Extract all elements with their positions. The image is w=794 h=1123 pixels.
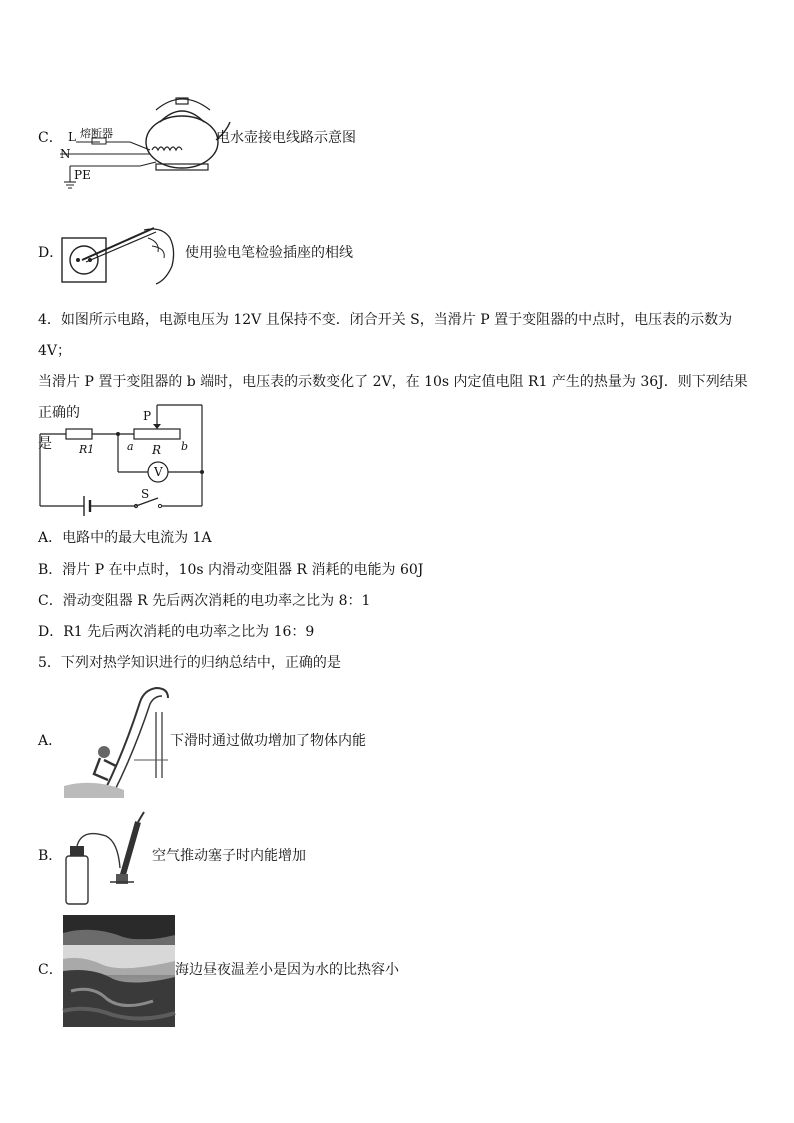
question-4-option-d: D．R1 先后两次消耗的电功率之比为 16：9 — [38, 624, 315, 640]
question-4-line-3: 是 — [38, 436, 52, 452]
question-4-circuit-diagram — [36, 400, 216, 512]
bottle-pump-illustration — [62, 808, 162, 908]
question-4-line-1: 4．如图所示电路，电源电压为 12V 且保持不变．闭合开关 S，当滑片 P 置于变阻器的中点时，电压表的示数为 4V； — [38, 312, 733, 359]
question-5-option-a-caption: 下滑时通过做功增加了物体内能 — [170, 733, 366, 749]
circuit-label-V: V — [154, 465, 163, 479]
circuit-label-R: R — [152, 443, 162, 457]
question-4-option-b: B．滑片 P 在中点时，10s 内滑动变阻器 R 消耗的电能为 60J — [38, 562, 424, 578]
option-d-caption: 使用验电笔检验插座的相线 — [185, 245, 353, 261]
option-d-letter: D． — [38, 245, 64, 261]
question-4-option-c: C．滑动变阻器 R 先后两次消耗的电功率之比为 8：1 — [38, 593, 371, 609]
circuit-label-R1: R1 — [79, 443, 95, 456]
question-5-option-c-caption: 海边昼夜温差小是因为水的比热容小 — [175, 962, 399, 978]
kettle-label-N: N — [60, 147, 71, 161]
question-4-option-a: A．电路中的最大电流为 1A — [38, 530, 212, 546]
circuit-label-P: P — [143, 409, 152, 423]
test-pen-socket-illustration — [58, 222, 182, 288]
seaside-photo — [63, 915, 175, 1027]
question-5-option-c-letter: C． — [38, 962, 63, 978]
circuit-label-b: b — [181, 440, 189, 453]
option-c-letter: C． — [38, 130, 63, 146]
question-5-option-b-caption: 空气推动塞子时内能增加 — [152, 848, 306, 864]
slide-illustration — [64, 682, 170, 798]
kettle-label-PE: PE — [74, 168, 91, 182]
circuit-label-a: a — [127, 440, 134, 453]
option-c-caption: 电水壶接电线路示意图 — [216, 130, 356, 146]
question-5-option-b-letter: B． — [38, 848, 63, 864]
circuit-label-S: S — [141, 487, 150, 501]
question-5-stem: 5．下列对热学知识进行的归纳总结中，正确的是 — [38, 655, 341, 671]
question-4-line-2: 当滑片 P 置于变阻器的 b 端时，电压表的示数变化了 2V，在 10s 内定值电阻 R1 产生的热量为 36J．则下列结果正确的 — [38, 374, 748, 421]
kettle-label-L: L — [68, 130, 76, 144]
question-5-option-a-letter: A． — [38, 733, 63, 749]
kettle-label-fuse: 熔断器 — [80, 127, 113, 140]
